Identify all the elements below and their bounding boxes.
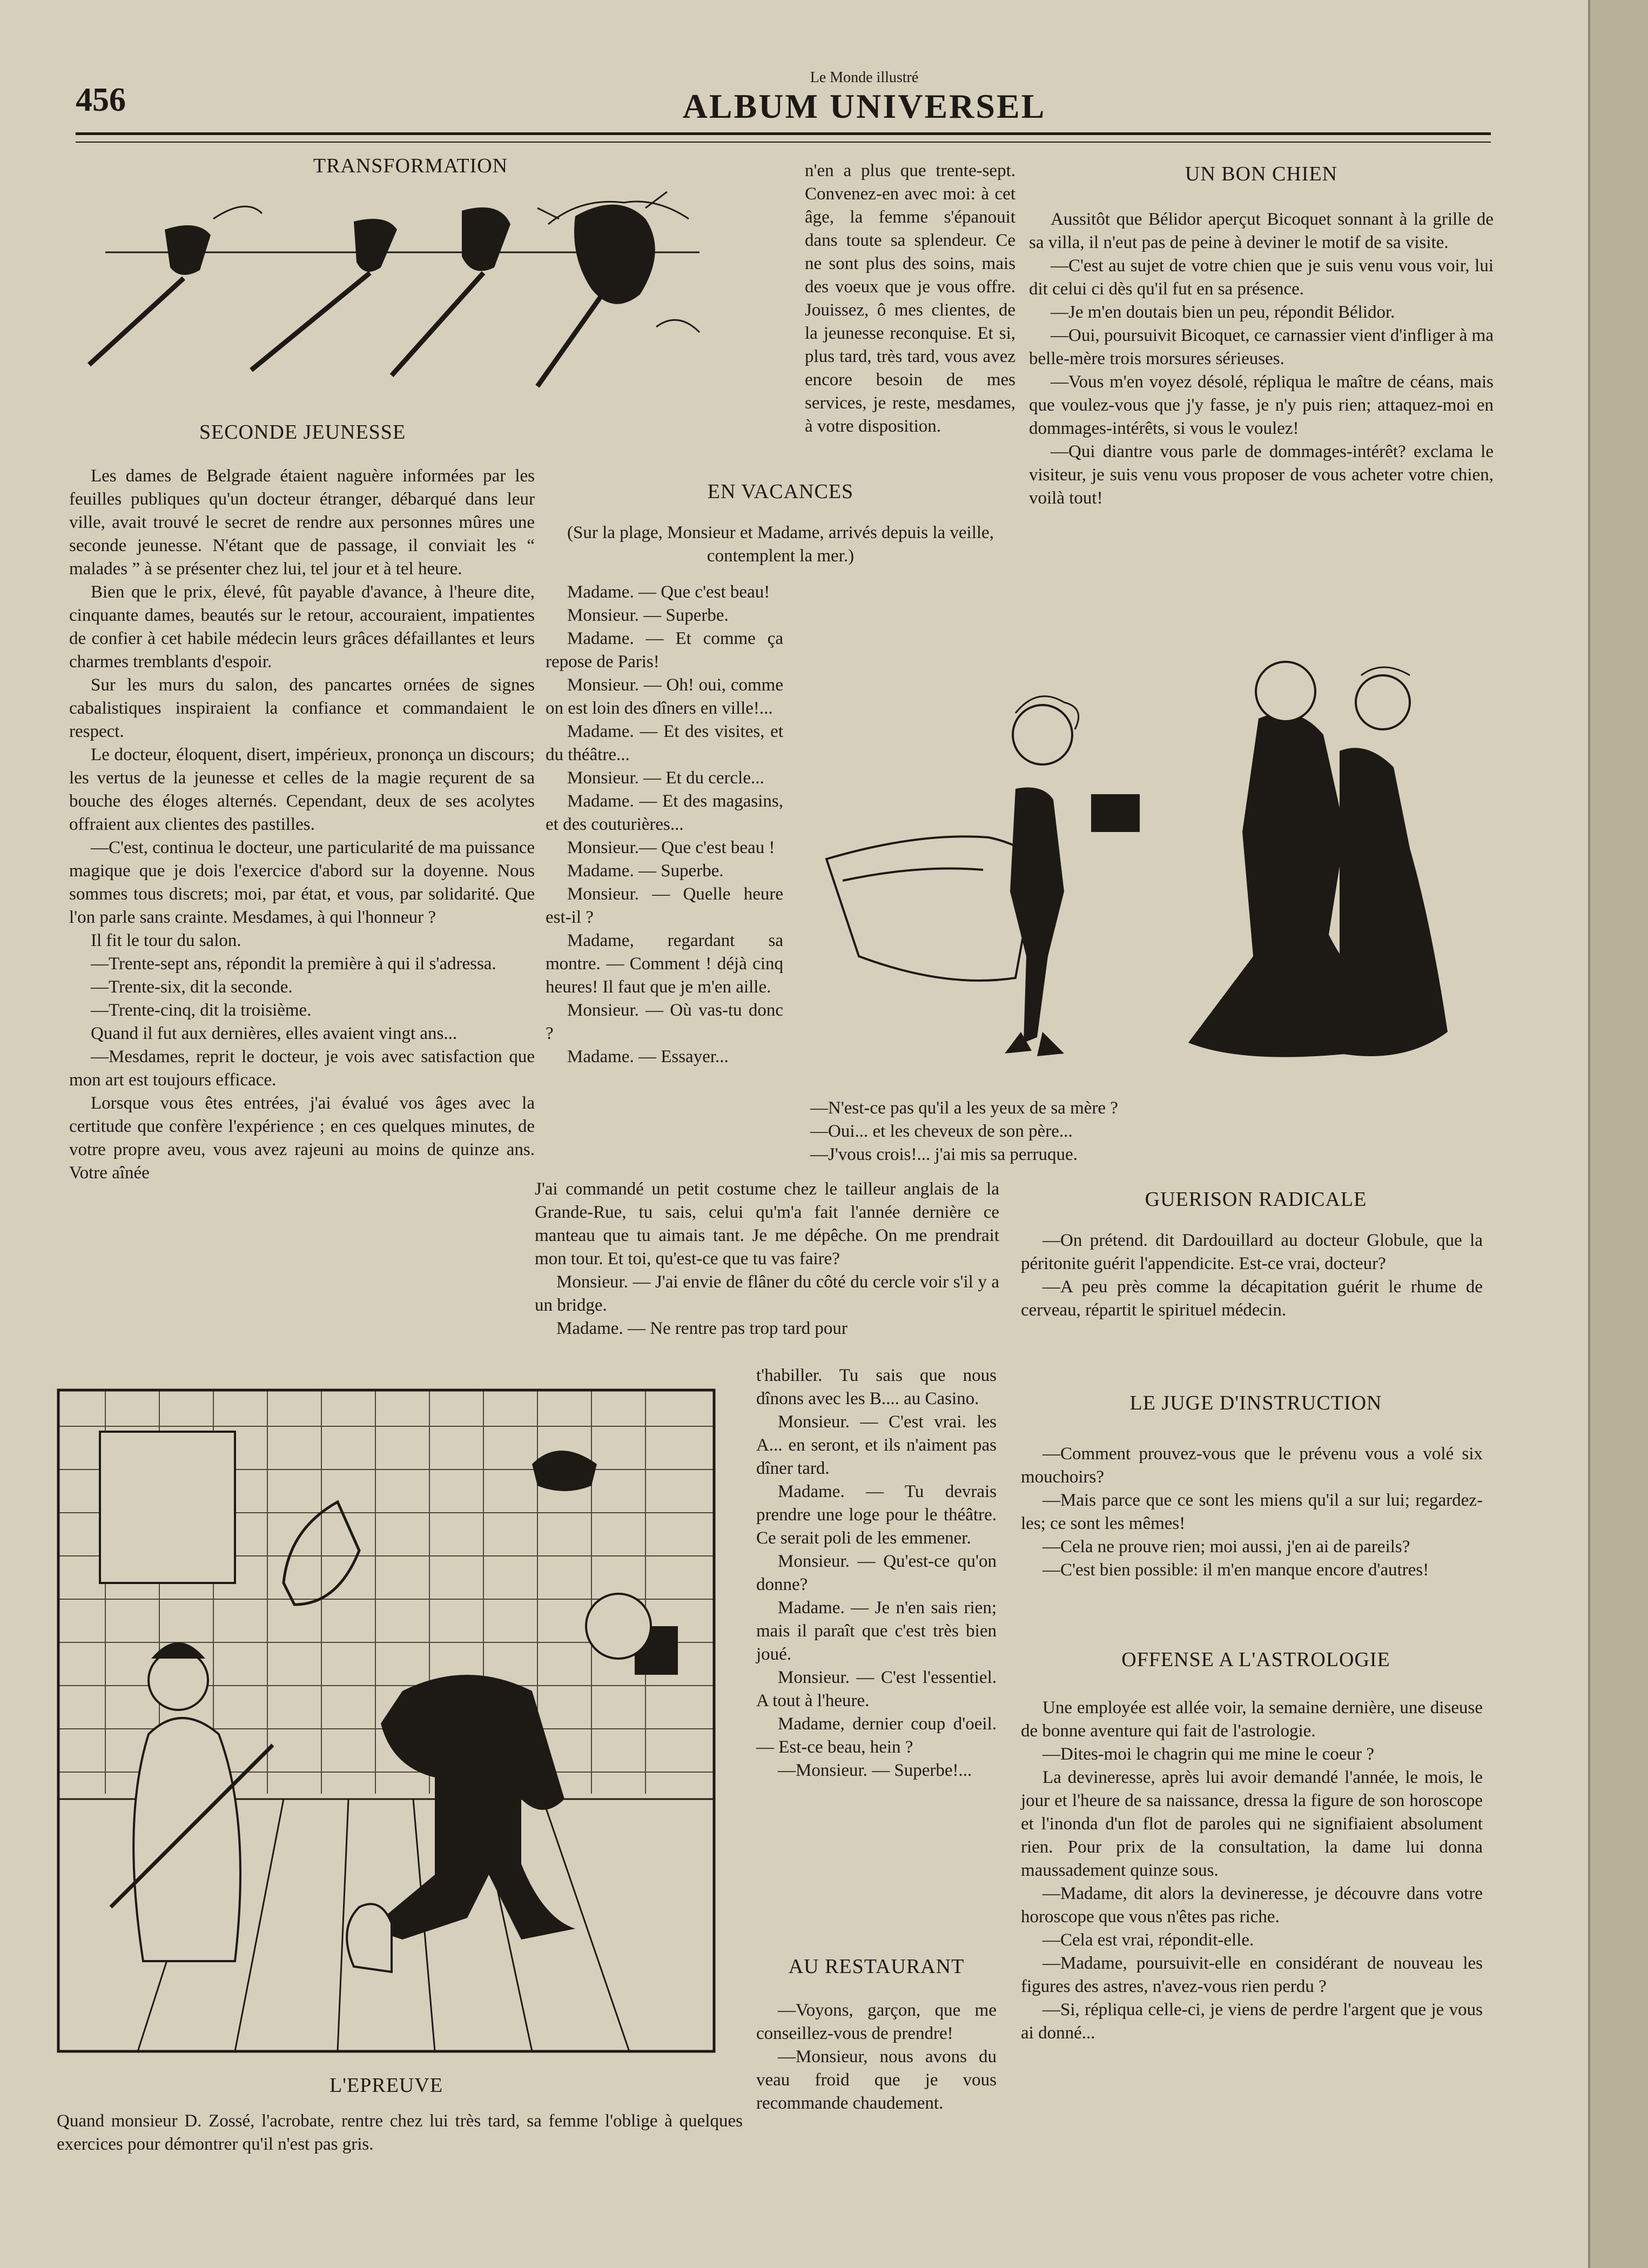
dialogue-line: Madame. — Et comme ça repose de Paris! (546, 629, 783, 672)
paragraph: —Vous m'en voyez désolé, répliqua le maître de céans, mais que voulez-vous que j'y fasse, je n'y puis rien; attaquez-moi en dommages-intérêts, si vous le voulez! (1029, 372, 1494, 438)
page-title: ALBUM UNIVERSEL (682, 87, 1046, 125)
paragraph: —Trente-sept ans, répondit la première à qui il s'adressa. (91, 954, 496, 974)
paragraph: —Cela ne prouve rien; moi aussi, j'en ai de pareils? (1042, 1537, 1410, 1556)
dialogue-line: Madame. — Essayer... (567, 1047, 729, 1066)
dialogue-line: Monsieur. — J'ai envie de flâner du côté du cercle voir s'il y a un bridge. (535, 1272, 999, 1315)
au-restaurant-title: AU RESTAURANT (788, 1955, 965, 1978)
paragraph: —Qui diantre vous parle de dommages-intérêt? exclama le visiteur, je suis venu vous proposer de vous acheter votre chien, voilà tout! (1029, 442, 1494, 508)
dialogue-line: J'ai commandé un petit costume chez le tailleur anglais de la Grande-Rue, tu sais, celui qu'm'a fait l'année dernière ce manteau que tu aimais tant. Je me dépêche. On me prendrait mon tour. Et toi, qu'est-ce que tu vas faire? (535, 1179, 999, 1269)
paragraph: —Comment prouvez-vous que le prévenu vous a volé six mouchoirs? (1021, 1444, 1483, 1487)
dialogue-line: Monsieur. — Oh! oui, comme on est loin des dîners en ville!... (546, 675, 783, 718)
paragraph: —Trente-six, dit la seconde. (91, 977, 293, 997)
dialogue-line: t'habiller. Tu sais que nous dînons avec les B.... au Casino. (756, 1366, 997, 1408)
paragraph: —Trente-cinq, dit la troisième. (91, 1001, 312, 1020)
dialogue-line: —Monsieur. — Superbe!... (778, 1761, 972, 1780)
paragraph: Une employée est allée voir, la semaine dernière, une diseuse de bonne aventure qui fait de l'astrologie. (1021, 1698, 1483, 1741)
paragraph: Aussitôt que Bélidor aperçut Bicoquet sonnant à la grille de sa villa, il n'eut pas de peine à deviner le motif de sa visite. (1029, 210, 1494, 252)
paragraph: Lorsque vous êtes entrées, j'ai évalué vos âges avec la certitude que confère l'expérience ; en ces quelques minutes, de votre propre aveu, vous avez rajeuni au moins de quinze ans. Votre aînée (69, 1093, 535, 1183)
page-edge (1588, 0, 1648, 2268)
guerison-title: GUERISON RADICALE (1145, 1188, 1367, 1211)
paragraph: —C'est au sujet de votre chien que je suis venu vous voir, lui dit celui ci dès qu'il fut en sa présence. (1029, 256, 1494, 299)
paragraph: —C'est, continua le docteur, une particularité de ma puissance magique que je dois l'exercice d'abord sur la doyenne. Nous sommes tous discrets; moi, par état, et vous, par solidarité. Que l'on parle sans crainte. Mesdames, à qui l'honneur ? (69, 838, 535, 927)
dialogue-line: Madame. — Et des visites, et du théâtre... (546, 722, 783, 764)
perruque-illustration (810, 654, 1502, 1086)
dialogue-line: Monsieur.— Que c'est beau ! (567, 838, 775, 857)
paragraph: —Si, répliqua celle-ci, je viens de perdre l'argent que je vous ai donné... (1021, 2000, 1483, 2043)
dialogue-line: Monsieur. — C'est l'essentiel. A tout à l'heure. (756, 1668, 997, 1710)
en-vacances-dialogue (546, 581, 783, 1069)
paragraph: —Cela est vrai, répondit-elle. (1042, 1930, 1254, 1950)
paragraph: —Je m'en doutais bien un peu, répondit Bélidor. (1051, 303, 1395, 322)
en-vacances-dialogue-end (756, 1364, 997, 1782)
supertitle: Le Monde illustré (810, 69, 919, 86)
dialogue-line: —Voyons, garçon, que me conseillez-vous de prendre! (756, 2001, 997, 2043)
header-rule-thin (76, 142, 1491, 143)
dialogue-line: Monsieur. — Qu'est-ce qu'on donne? (756, 1552, 997, 1594)
paragraph: Il fit le tour du salon. (91, 931, 241, 950)
seconde-jeunesse-title: SECONDE JEUNESSE (199, 421, 406, 444)
dialogue-line: Madame, dernier coup d'oeil. — Est-ce beau, hein ? (756, 1714, 997, 1757)
paragraph: —C'est bien possible: il m'en manque encore d'autres! (1042, 1560, 1429, 1580)
en-vacances-intro: (Sur la plage, Monsieur et Madame, arrivés depuis la veille, contemplent la mer.) (567, 523, 994, 566)
page-number: 456 (76, 82, 126, 118)
dialogue-line: Madame. — Je n'en sais rien; mais il paraît que c'est très bien joué. (756, 1598, 997, 1664)
seconde-jeunesse-text (69, 465, 535, 1185)
paragraph: Le docteur, éloquent, disert, impérieux, prononça un discours; les vertus de la jeunesse et celles de la magie reçurent de sa bouche des éloges alternés. Cependant, deux de ses acolytes offraient aux clientes des pastilles. (69, 745, 535, 834)
caption-line: —N'est-ce pas qu'il a les yeux de sa mère ? (810, 1098, 1118, 1118)
dialogue-line: Madame. — Et des magasins, et des couturières... (546, 791, 783, 834)
transformation-title: TRANSFORMATION (313, 155, 508, 177)
bon-chien-text (1029, 208, 1494, 510)
dialogue-line: Madame. — Ne rentre pas trop tard pour (556, 1319, 847, 1338)
au-restaurant-text (756, 1999, 997, 2115)
epreuve-title: L'EPREUVE (329, 2074, 443, 2097)
paragraph: —Madame, poursuivit-elle en considérant de nouveau les figures des astres, n'avez-vous rien perdu ? (1021, 1954, 1483, 1996)
paragraph: n'en a plus que trente-sept. Convenez-en avec moi: à cet âge, la femme s'épanouit dans toute sa splendeur. Ce ne sont plus des soins, mais des voeux que je vous offre. Jouissez, ô mes clientes, de la jeunesse reconquise. Et si, plus tard, très tard, vous avez encore besoin de mes services, je reste, mesdames, à votre disposition. (805, 161, 1015, 436)
juge-text (1021, 1442, 1483, 1582)
dialogue-line: Madame. — Que c'est beau! (567, 582, 770, 602)
dialogue-line: Madame. — Tu devrais prendre une loge pour le théâtre. Ce serait poli de les emmener. (756, 1482, 997, 1548)
epreuve-caption: Quand monsieur D. Zossé, l'acrobate, rentre chez lui très tard, sa femme l'oblige à quelques exercices pour démontrer qu'il n'est pas gris. (57, 2111, 743, 2154)
epreuve-illustration (57, 1388, 716, 2053)
dialogue-line: Monsieur. — C'est vrai. les A... en seront, et ils n'aiment pas dîner tard. (756, 1412, 997, 1478)
astrologie-title: OFFENSE A L'ASTROLOGIE (1121, 1648, 1390, 1671)
caption-line: —Oui... et les cheveux de son père... (810, 1122, 1073, 1141)
dialogue-line: Monsieur. — Et du cercle... (567, 768, 764, 788)
seconde-jeunesse-continued (546, 159, 1015, 467)
paragraph: —On prétend. dit Dardouillard au docteur Globule, que la péritonite guérit l'appendicite. Est-ce vrai, docteur? (1021, 1231, 1483, 1273)
en-vacances-title: EN VACANCES (707, 480, 854, 503)
dialogue-line: Monsieur. — Quelle heure est-il ? (546, 884, 783, 927)
bon-chien-title: UN BON CHIEN (1185, 163, 1338, 185)
paragraph: —Madame, dit alors la devineresse, je découvre dans votre horoscope que vous n'êtes pas riche. (1021, 1884, 1483, 1927)
juge-title: LE JUGE D'INSTRUCTION (1129, 1392, 1382, 1414)
paragraph: —A peu près comme la décapitation guérit le rhume de cerveau, répartit le spirituel médecin. (1021, 1277, 1483, 1320)
dialogue-line: Monsieur. — Où vas-tu donc ? (546, 1001, 783, 1043)
astrologie-text (1021, 1696, 1483, 2045)
caption-line: —J'vous crois!... j'ai mis sa perruque. (810, 1145, 1078, 1164)
dialogue-line: Madame, regardant sa montre. — Comment ! déjà cinq heures! Il faut que je m'en aille. (546, 931, 783, 997)
paragraph: La devineresse, après lui avoir demandé l'année, le mois, le jour et l'heure de sa naissance, dressa la figure de son horoscope et l'inonda d'un flot de paroles qui ne signifiaient absolument rien. Pour prix de la consultation, la dame lui donna maussadement quinze sous. (1021, 1768, 1483, 1880)
en-vacances-dialogue-wide (535, 1178, 999, 1340)
perruque-caption (810, 1097, 1404, 1166)
paragraph: —Oui, poursuivit Bicoquet, ce carnassier vient d'infliger à ma belle-mère trois morsures sérieuses. (1029, 326, 1494, 368)
dialogue-line: —Monsieur, nous avons du veau froid que je vous recommande chaudement. (756, 2047, 997, 2113)
paragraph: Sur les murs du salon, des pancartes ornées de signes cabalistiques inspiraient la confiance et commandaient le respect. (69, 675, 535, 741)
dialogue-line: Madame. — Superbe. (567, 861, 724, 881)
guerison-text (1021, 1229, 1483, 1322)
paragraph: —Mesdames, reprit le docteur, je vois avec satisfaction que mon art est toujours efficace. (69, 1047, 535, 1090)
header-rule (76, 132, 1491, 135)
paragraph: Les dames de Belgrade étaient naguère informées par les feuilles publiques qu'un docteur étranger, débarqué dans leur ville, avait trouvé le secret de rendre aux personnes mûres une seconde jeunesse. N'étant que de passage, il conviait les “ malades ” à se présenter chez lui, tel jour et à tel heure. (69, 466, 535, 579)
paragraph: Bien que le prix, élevé, fût payable d'avance, à l'heure dite, cinquante dames, beautés sur le retour, accouraient, impatientes de confier à cet habile médecin leurs grâces défaillantes et leurs charmes tremblants d'espoir. (69, 582, 535, 672)
paragraph: —Dites-moi le chagrin qui me mine le coeur ? (1042, 1744, 1374, 1764)
paragraph: —Mais parce que ce sont les miens qu'il a sur lui; regardez-les; ce sont les mêmes! (1021, 1491, 1483, 1533)
dialogue-line: Monsieur. — Superbe. (567, 606, 729, 625)
paragraph: Quand il fut aux dernières, elles avaient vingt ans... (91, 1024, 458, 1043)
